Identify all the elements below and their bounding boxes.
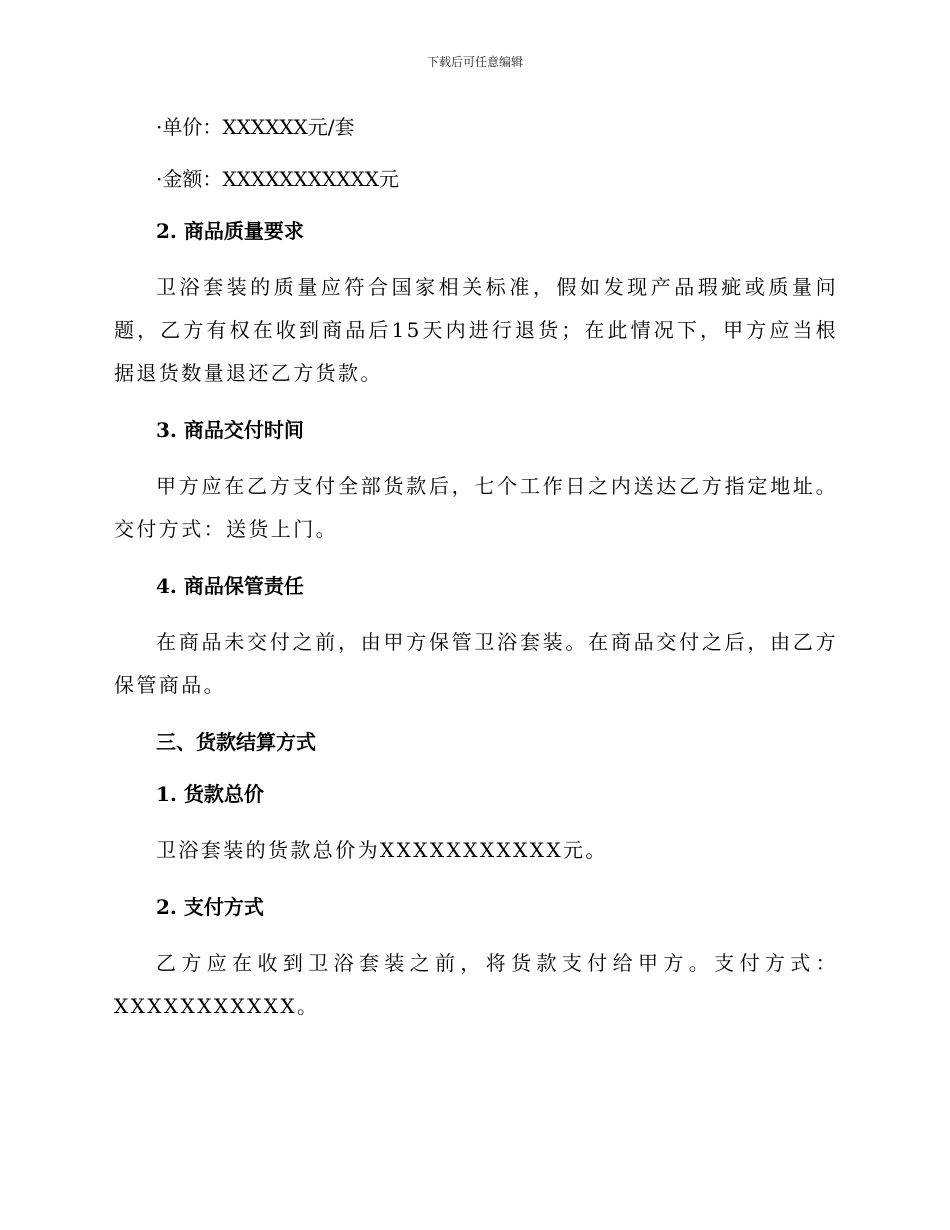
unit-price-item: ·单价：XXXXXX元/套: [156, 115, 355, 139]
heading-section-3: 三、货款结算方式: [156, 730, 316, 754]
heading-delivery: 3. 商品交付时间: [156, 418, 304, 442]
document-body: [114, 110, 838, 1028]
amount-item: ·金额：XXXXXXXXXXX元: [156, 167, 399, 191]
heading-payment-method: 2. 支付方式: [156, 895, 264, 919]
paragraph-delivery: 甲方应在乙方支付全部货款后，七个工作日之内送达乙方指定地址。交付方式：送货上门。: [114, 474, 838, 541]
paragraph-quality: 卫浴套装的质量应符合国家相关标准，假如发现产品瑕疵或质量问题，乙方有权在收到商品后15天内进行退货；在此情况下，甲方应当根据退货数量退还乙方货款。: [114, 275, 838, 385]
heading-total-price: 1. 货款总价: [156, 782, 264, 806]
paragraph-payment-method: 乙方应在收到卫浴套装之前，将货款支付给甲方。支付方式：XXXXXXXXXXX。: [114, 951, 838, 1018]
paragraph-total-price: 卫浴套装的货款总价为XXXXXXXXXXX元。: [156, 838, 608, 862]
page-header: 下载后可任意编辑: [426, 55, 523, 69]
heading-custody: 4. 商品保管责任: [156, 574, 304, 598]
heading-quality: 2. 商品质量要求: [156, 219, 304, 243]
paragraph-custody: 在商品未交付之前，由甲方保管卫浴套装。在商品交付之后，由乙方保管商品。: [114, 630, 838, 697]
